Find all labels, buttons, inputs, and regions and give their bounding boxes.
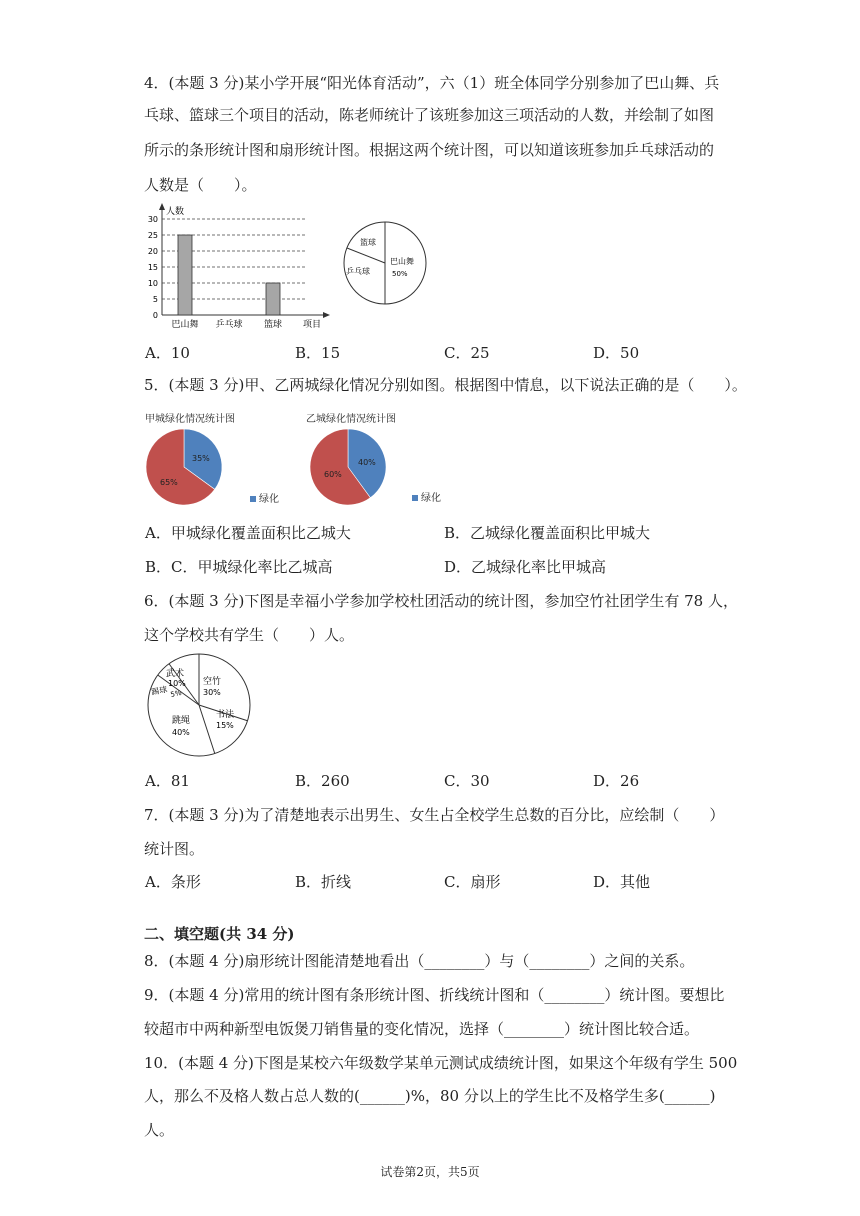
q6-label-kongzhu: 空竹	[203, 677, 222, 687]
q4-pie-label-basketball: 篮球	[360, 238, 376, 247]
q7-line-2: 统计图。	[144, 840, 205, 858]
q4-bar-chart	[140, 200, 340, 335]
q4-pie-value-bashanwu: 50%	[392, 270, 408, 278]
bar-x-tick-label: 篮球	[263, 320, 283, 330]
q6-value-wushu: 10%	[168, 679, 186, 688]
q6-line-2: 这个学校共有学生（ ）人。	[144, 626, 355, 644]
q4-pie-label-pingpong: 乒乓球	[346, 267, 370, 276]
section-2-title: 二、填空题(共 34 分)	[144, 925, 295, 943]
q4-pie-label-bashanwu: 巴山舞	[390, 257, 414, 266]
q6-value-tiaosheng: 40%	[172, 728, 190, 737]
bar-mark	[266, 283, 280, 315]
q5-chart-a-title: 甲城绿化情况统计图	[145, 414, 235, 425]
bar-y-tick-label: 25	[147, 231, 158, 240]
q5-option-a[interactable]: A．甲城绿化覆盖面积比乙城大	[145, 524, 351, 542]
q4-pie-chart	[340, 218, 430, 308]
page-footer: 试卷第2页，共5页	[380, 1165, 480, 1179]
q7-line-1: 7．(本题 3 分)为了清楚地表示出男生、女生占全校学生总数的百分比，应绘制（ ）	[144, 806, 725, 824]
q4-option-d[interactable]: D．50	[593, 344, 640, 362]
legend-swatch-b	[412, 495, 418, 501]
legend-swatch-a	[250, 496, 256, 502]
q5-pie-jia	[144, 425, 229, 510]
q4-line-2: 乓球、篮球三个项目的活动，陈老师统计了该班参加这三项活动的人数，并绘制了如图	[144, 106, 715, 124]
q9-line-2: 较超市中两种新型电饭煲刀销售量的变化情况，选择（________）统计图比较合适。	[144, 1020, 700, 1038]
q7-option-a[interactable]: A．条形	[145, 873, 201, 891]
pie-jia-slices	[146, 429, 222, 505]
bar-mark	[178, 235, 192, 315]
q5-legend-b	[412, 489, 441, 504]
q4-option-b[interactable]: B．15	[295, 344, 341, 362]
q6-option-b[interactable]: B．260	[295, 772, 350, 790]
bar-y-tick-label: 10	[147, 279, 158, 288]
q4-line-1: 4．(本题 3 分)某小学开展“阳光体育活动”，六（1）班全体同学分别参加了巴山舞、兵	[144, 74, 720, 92]
bar-x-tick-labels	[171, 318, 282, 330]
q4-line-4: 人数是（ ）。	[144, 176, 257, 194]
q5-option-c[interactable]: B．C．甲城绿化率比乙城高	[145, 558, 333, 576]
pie-yi-value-red: 60%	[324, 470, 342, 479]
q5-pie-yi	[308, 425, 393, 510]
bar-y-tick-label: 5	[152, 295, 158, 304]
bar-x-tick-label: 乒乓球	[215, 320, 243, 330]
q4-option-a[interactable]: A．10	[145, 344, 190, 362]
q6-label-wushu: 武术	[166, 669, 185, 679]
bar-y-ticks	[148, 215, 158, 320]
q10-line-2: 人，那么不及格人数占总人数的(______)%，80 分以上的学生比不及格学生多(______)	[144, 1087, 716, 1105]
q6-value-kongzhu: 30%	[203, 688, 221, 697]
q5-option-b[interactable]: B．乙城绿化覆盖面积比甲城大	[444, 524, 651, 542]
q6-option-a[interactable]: A．81	[145, 772, 190, 790]
pie-jia-value-green: 35%	[192, 454, 210, 463]
q6-label-tiqiu: 踢球	[150, 684, 169, 697]
bar-xlabel: 项目	[303, 320, 322, 330]
q10-line-1: 10．(本题 4 分)下图是某校六年级数学某单元测试成绩统计图，如果这个年级有学生 500	[144, 1054, 738, 1072]
q6-option-c[interactable]: C．30	[444, 772, 490, 790]
bar-marks	[178, 235, 280, 315]
q5-legend-a	[250, 490, 279, 505]
q6-value-shufa: 15%	[216, 721, 234, 730]
q5-chart-b-title: 乙城绿化情况统计图	[306, 414, 396, 425]
q6-value-tiqiu: 5%	[169, 688, 183, 699]
q5-line-1: 5．(本题 3 分)甲、乙两城绿化情况分别如图。根据图中情息，以下说法正确的是（ ）。	[144, 376, 747, 394]
legend-label-b: 绿化	[421, 493, 441, 504]
pie-jia-value-red: 65%	[160, 478, 178, 487]
bar-x-tick-label: 巴山舞	[171, 320, 199, 330]
q6-pie-chart	[146, 652, 252, 758]
q6-line-1: 6．(本题 3 分)下图是幸福小学参加学校杜团活动的统计图，参加空竹社团学生有 78 人，	[144, 592, 738, 610]
q6-label-tiaosheng: 跳绳	[172, 716, 191, 726]
q8-line-1: 8．(本题 4 分)扇形统计图能清楚地看出（________）与（________）之间的关系。	[144, 952, 695, 970]
q6-label-shufa: 书法	[216, 710, 235, 720]
bar-y-tick-label: 0	[152, 311, 158, 320]
bar-y-tick-label: 30	[147, 215, 158, 224]
q4-option-c[interactable]: C．25	[444, 344, 490, 362]
bar-ylabel: 人数	[166, 207, 185, 217]
bar-y-tick-label: 20	[147, 247, 158, 256]
legend-label-a: 绿化	[259, 494, 279, 505]
q10-line-3: 人。	[144, 1121, 175, 1139]
bar-y-tick-label: 15	[147, 263, 158, 272]
pie-yi-slices	[310, 429, 386, 505]
q7-option-b[interactable]: B．折线	[295, 873, 352, 891]
q4-line-3: 所示的条形统计图和扇形统计图。根据这两个统计图，可以知道该班参加乒乓球活动的	[144, 141, 715, 159]
q6-option-d[interactable]: D．26	[593, 772, 640, 790]
q9-line-1: 9．(本题 4 分)常用的统计图有条形统计图、折线统计图和（________）统计图。要想比	[144, 986, 725, 1004]
q7-option-d[interactable]: D．其他	[593, 873, 651, 891]
q7-option-c[interactable]: C．扇形	[444, 873, 501, 891]
q5-option-d[interactable]: D．乙城绿化率比甲城高	[444, 558, 607, 576]
pie-yi-value-green: 40%	[358, 458, 376, 467]
